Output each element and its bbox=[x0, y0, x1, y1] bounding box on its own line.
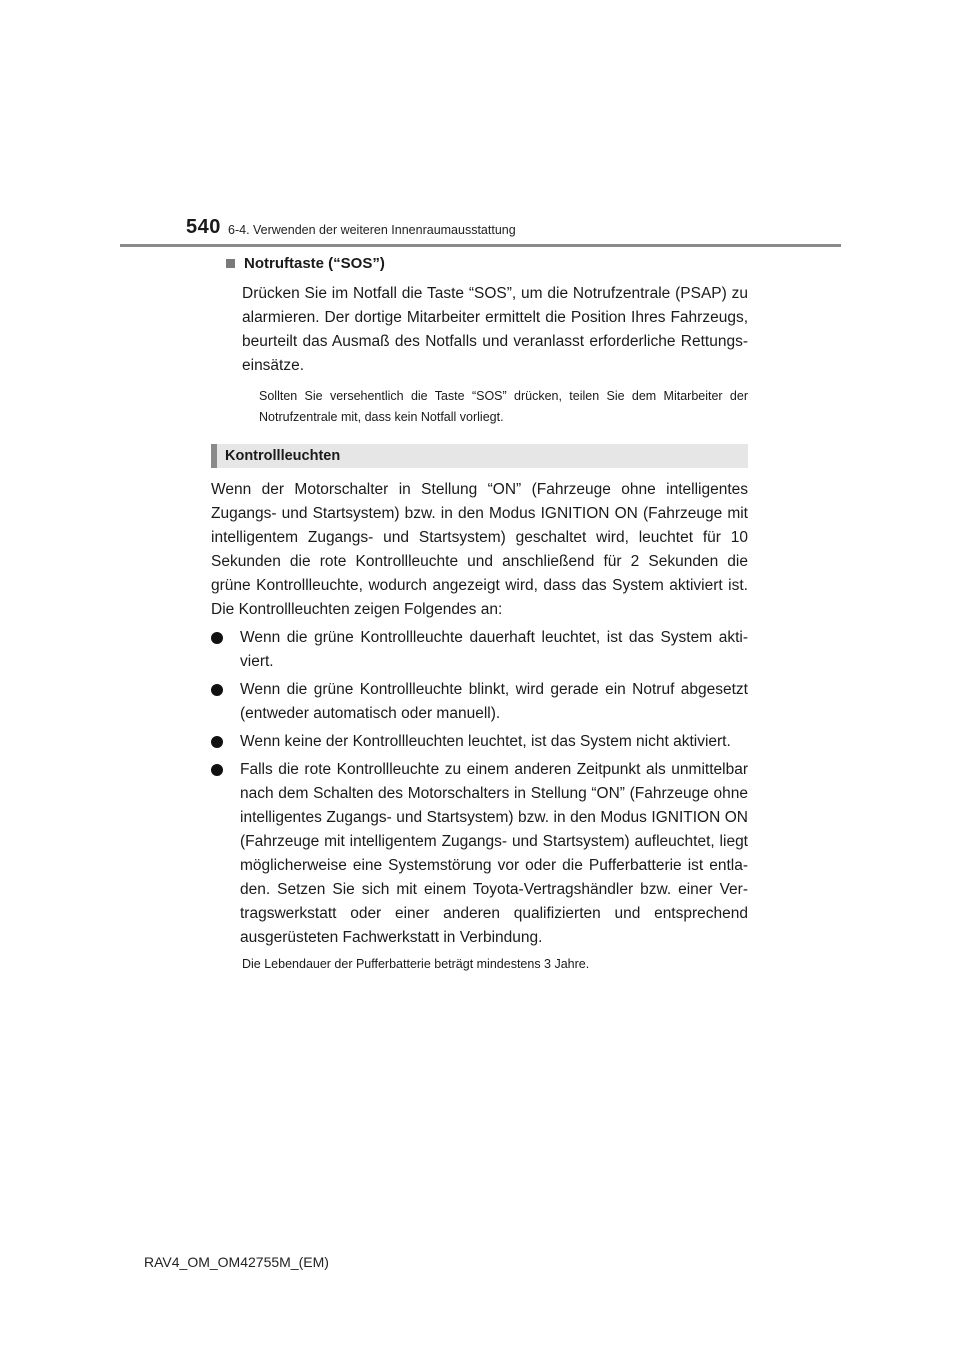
bullet-dot-icon bbox=[211, 736, 223, 748]
list-item-text: Wenn keine der Kontrollleuchten leuchtet, ist das System nicht aktiviert. bbox=[240, 733, 731, 750]
footer-doc-code: RAV4_OM_OM42755M_(EM) bbox=[144, 1254, 329, 1270]
section-title-bar bbox=[211, 444, 748, 468]
sos-paragraph: Drücken Sie im Notfall die Taste “SOS”, um die Notrufzentrale (PSAP) zu alarmieren. Der dortige Mitarbeiter ermittelt die Position Ihres Fahrzeugs, beurteilt das Ausmaß des Notfalls und veranlasst erforderliche Rettungs-einsätze. bbox=[242, 285, 748, 374]
bullet-dot-icon bbox=[211, 764, 223, 776]
square-bullet-icon bbox=[226, 259, 235, 268]
list-item bbox=[211, 626, 748, 674]
sos-note: Sollten Sie versehentlich die Taste “SOS” drücken, teilen Sie dem Mitarbeiter der Notrufzentrale mit, dass kein Notfall vorliegt. bbox=[259, 389, 748, 424]
list-item bbox=[211, 758, 748, 950]
page-number: 540 bbox=[186, 216, 221, 238]
list-item-text: Wenn die grüne Kontrollleuchte dauerhaft leuchtet, ist das System akti-viert. bbox=[240, 629, 748, 670]
kontrollleuchten-intro: Wenn der Motorschalter in Stellung “ON” (Fahrzeuge ohne intelligentes Zugangs- und Startsystem) bzw. in den Modus IGNITION ON (Fahrzeuge mit intelligentem Zugangs- und Startsystem) geschaltet wird, leuchtet für 10 Sekunden die rote Kontrollleuchte und anschließend für 2 Sekunden die grüne Kontrollleuchte, wodurch angezeigt wird, dass das System aktiviert ist. Die Kontrollleuchten zeigen Folgendes an: bbox=[211, 481, 748, 618]
list-item-text: Wenn die grüne Kontrollleuchte blinkt, wird gerade ein Notruf abgesetzt (entweder automatisch oder manuell). bbox=[240, 681, 748, 722]
section-path: 6-4. Verwenden der weiteren Innenraumausstattung bbox=[228, 223, 516, 237]
bullet-dot-icon bbox=[211, 684, 223, 696]
section-title: Kontrollleuchten bbox=[225, 448, 341, 464]
list-item-text: Falls die rote Kontrollleuchte zu einem anderen Zeitpunkt als unmittelbar nach dem Schalten des Motorschalters in Stellung “ON” (Fahrzeuge ohne intelligentes Zugangs- und Startsystem) bzw. in den Modus IGNITION ON (Fahrzeuge mit intelligentem Zugangs- und Startsystem) aufleuchtet, liegt möglicherweise eine Systemstörung vor oder die Pufferbatterie ist entla-den. Setzen Sie sich mit einem Toyota-Vertragshändler bzw. einer Ver-tragswerkstatt oder einer anderen qualifizierten und entsprechend ausgerüsteten Fachwerkstatt in Verbindung. bbox=[240, 761, 748, 946]
header-divider bbox=[120, 244, 841, 247]
battery-note: Die Lebendauer der Pufferbatterie beträgt mindestens 3 Jahre. bbox=[242, 957, 590, 971]
page-content bbox=[211, 255, 748, 975]
sos-heading-text: Notruftaste (“SOS”) bbox=[244, 255, 385, 272]
list-item bbox=[211, 730, 748, 754]
list-item bbox=[211, 678, 748, 726]
bullet-dot-icon bbox=[211, 632, 223, 644]
sos-heading bbox=[211, 255, 748, 272]
indicator-list bbox=[211, 626, 748, 950]
